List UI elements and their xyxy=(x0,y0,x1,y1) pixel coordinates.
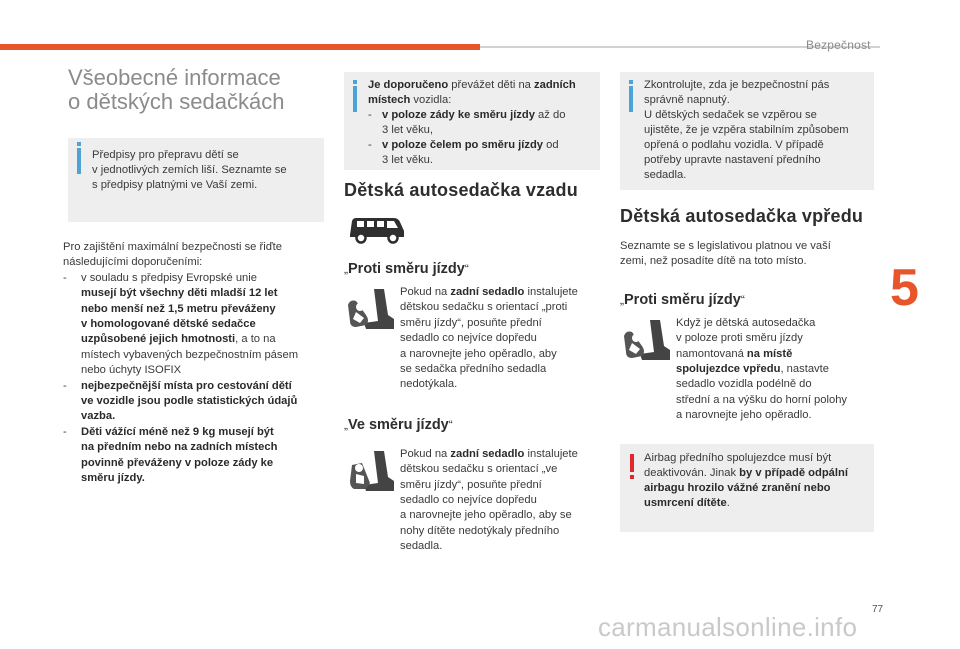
subtitle-rear-facing: „Proti směru jízdy“ xyxy=(344,261,469,277)
subtitle-front-rear-facing: „Proti směru jízdy“ xyxy=(620,291,745,308)
front-seat-intro: Seznamte se s legislativou platnou ve vaší zemi, než posadíte dítě na toto místo. xyxy=(620,240,831,268)
list-item: - v poloze čelem po směru jízdy od 3 let věku. xyxy=(368,139,559,166)
chapter-number: 5 xyxy=(890,259,919,317)
column-general-info xyxy=(63,65,324,487)
section-title-front: Dětská autosedačka vpředu xyxy=(620,206,864,226)
front-rear-facing-instruction: Když je dětská autosedačka v poloze proti směru jízdy namontovaná na místě spolujezdce vpředu, nastavte sedadlo vozidla podélně do střední a na výšku do horní polohy a narovnejte jeho opěradlo. xyxy=(620,316,874,424)
info-box-regulations: Předpisy pro přepravu dětí se v jednotlivých zemích liší. Seznamte se s předpisy platnými ve Vaší zemi. xyxy=(68,138,324,222)
list-item: - v souladu s předpisy Evropské unie musejí být všechny děti mladší 12 let nebo menší než 1,5 metru převáženy v homologované dětské sedačce uzpůsobené jejich hmotnosti, a to na místech vybavených bezpečnostním pásem nebo úchyty ISOFIX xyxy=(63,271,299,377)
column-rear-seat xyxy=(344,72,600,555)
warning-box-airbag: Airbag předního spolujezdce musí být deaktivován. Jinak by v případě odpální airbagu hrozilo vážné zranění nebo usmrcení dítěte. xyxy=(620,444,874,532)
header-accent-bar xyxy=(0,44,480,50)
subtitle-forward-facing: „Ve směru jízdy“ xyxy=(344,416,453,433)
info-icon xyxy=(629,86,633,112)
watermark: carmanualsonline.info xyxy=(598,612,858,642)
child-seat-rear-facing-icon xyxy=(344,285,398,337)
page-title: Všeobecné informace o dětských sedačkách xyxy=(68,65,285,114)
warning-icon xyxy=(630,454,634,472)
safety-recommendations: Pro zajištění maximální bezpečnosti se řiďte následujícími doporučeními: - v souladu s předpisy Evropské unie musejí být všechny děti mladší 12 let nebo menší než 1,5 metru převáženy v homologované dětské sedačce uzpůsobené jejich hmotnosti, a to na místech vybavených bezpečnostním pásem nebo úchyty ISOFIX - nejbezpečnější místa pro cestování dětí ve vozidle jsou podle statistických údajů vazba. - Děti vážící méně než 9 kg musejí být na předním nebo na zadních místech povinně převáženy v poloze zády ke směru jízdy. xyxy=(63,240,325,487)
rear-facing-instruction: Pokud na zadní sedadlo instalujete dětskou sedačku s orientací „proti směru jízdy“, posuňte přední sedadlo co nejvíce dopředu a narovnejte jeho opěradlo, aby se sedačka předního sedadla nedotýkala. xyxy=(344,285,600,393)
info-icon xyxy=(353,86,357,112)
child-seat-forward-facing-icon xyxy=(344,447,398,499)
section-title-rear: Dětská autosedačka vzadu xyxy=(344,180,578,200)
page-number: 77 xyxy=(872,604,884,615)
info-box-recommended-seating: Je doporučeno převážet děti na zadních místech vozidla: - v poloze zády ke směru jízdy až do 3 let věku, - v poloze čelem po směru jízdy od 3 let věku. xyxy=(344,72,600,170)
info-icon xyxy=(77,148,81,174)
info-box-belt-check: Zkontrolujte, zda je bezpečnostní pás správně napnutý. U dětských sedaček se vzpěrou se ujistěte, že je vzpěra stabilním způsobem opřená o podlahu vozidla. V případě potřeby upravte nastavení předního sedadla. xyxy=(620,72,874,190)
child-seat-rear-facing-icon xyxy=(620,316,674,368)
list-item: - Děti vážící méně než 9 kg musejí být na předním nebo na zadních místech povinně převáženy v poloze zády ke směru jízdy. xyxy=(63,425,278,485)
list-item: - v poloze zády ke směru jízdy až do 3 let věku, xyxy=(368,109,566,136)
section-name: Bezpečnost xyxy=(806,38,871,52)
column-front-seat xyxy=(620,72,874,532)
forward-facing-instruction: Pokud na zadní sedadlo instalujete dětskou sedačku s orientací „ve směru jízdy“, posuňte přední sedadlo co nejvíce dopředu a narovnejte jeho opěradlo, aby se nohy dítěte nedotýkaly předního sedadla. xyxy=(344,447,600,555)
minibus-icon xyxy=(344,211,408,247)
list-item: - nejbezpečnější místa pro cestování dětí ve vozidle jsou podle statistických údajů vazba. xyxy=(63,379,298,423)
